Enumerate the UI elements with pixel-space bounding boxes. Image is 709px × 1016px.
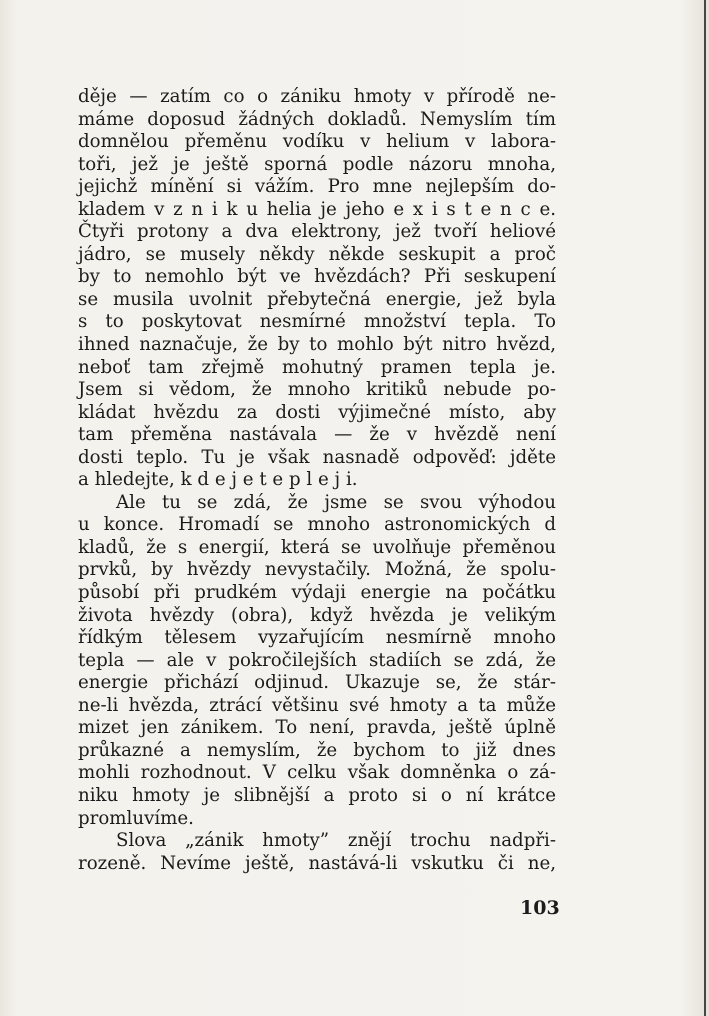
text-line: rozeně. Nevíme ještě, nastává-li vskutku či ne, (78, 852, 556, 874)
text-line: máme doposud žádných dokladů. Nemyslím tím (78, 108, 556, 130)
text-line: toři, jež je ještě sporná podle názoru mnoha, (78, 153, 556, 175)
text-line: dosti teplo. Tu je však nasnadě odpověď: jděte (78, 446, 556, 468)
text-line: se musila uvolnit přebytečná energie, jež byla (78, 288, 556, 310)
text-line: tam přeměna nastávala — že v hvězdě není (78, 424, 556, 446)
text-line: tepla — ale v pokročilejších stadiích se zdá, že (78, 649, 556, 671)
text-line: řídkým tělesem vyzařujícím nesmírně mnoho (78, 627, 556, 649)
text-line: domnělou přeměnu vodíku v helium v labora- (78, 131, 556, 153)
text-line: života hvězdy (obra), když hvězda je velikým (78, 604, 556, 626)
text-line: jejichž mínění si vážím. Pro mne nejlepším do- (78, 176, 556, 198)
text-line: mizet jen zánikem. To není, pravda, ještě úplně (78, 717, 556, 739)
text-line: by to nemohlo být ve hvězdách? Při seskupení (78, 266, 556, 288)
text-line: neboť tam zřejmě mohutný pramen tepla je. (78, 356, 556, 378)
text-line: Jsem si vědom, že mnoho kritiků nebude po- (78, 379, 556, 401)
text-line: promluvíme. (78, 807, 194, 829)
text-line: Ale tu se zdá, že jsme se svou výhodou (116, 491, 556, 513)
text-line: ne-li hvězda, ztrácí většinu své hmoty a ta může (78, 694, 556, 716)
text-line: energie přichází odjinud. Ukazuje se, že stár- (78, 672, 556, 694)
text-line: u konce. Hromadí se mnoho astronomických d (78, 514, 556, 536)
text-line: působí při prudkém výdaji energie na počátku (78, 582, 556, 604)
text-line: s to poskytovat nesmírné množství tepla. To (78, 311, 556, 333)
page-number: 103 (520, 897, 560, 919)
text-line: děje — zatím co o zániku hmoty v přírodě ne- (78, 86, 556, 107)
text-line: ihned naznačuje, že by to mohlo být nitro hvězd, (78, 334, 556, 356)
text-line: niku hmoty je slibnější a proto si o ní krátce (78, 784, 556, 806)
text-line: kladů, že s energií, která se uvolňuje přeměnou (78, 536, 556, 558)
text-line: kládat hvězdu za dosti výjimečné místo, aby (78, 401, 556, 423)
body-text (78, 86, 556, 875)
text-line: prvků, by hvězdy nevystačily. Možná, že spolu- (78, 559, 556, 581)
page-edge-shadow (704, 0, 706, 1016)
text-line: mohli rozhodnout. V celku však domněnka o zá- (78, 762, 556, 784)
text-line: a hledejte, k d e j e t e p l e j i. (78, 469, 358, 491)
text-line: Slova „zánik hmoty” znějí trochu nadpři- (116, 830, 556, 852)
text-line: jádro, se musely někdy někde seskupit a proč (78, 243, 556, 265)
text-line: průkazné a nemyslím, že bychom to již dnes (78, 739, 556, 761)
text-line: kladem v z n i k u helia je jeho e x i s t e n c e. (78, 198, 556, 220)
text-line: Čtyři protony a dva elektrony, jež tvoří heliové (78, 221, 556, 243)
